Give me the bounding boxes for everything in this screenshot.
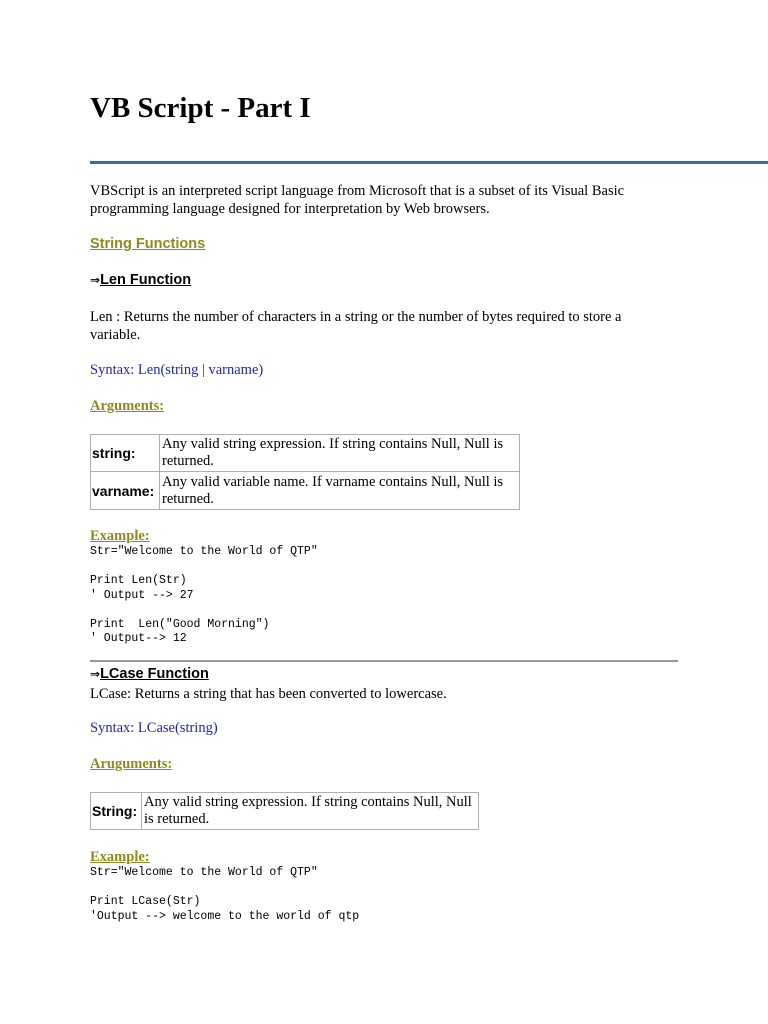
- len-function-title: Len Function: [100, 272, 192, 288]
- lcase-description: LCase: Returns a string that has been converted to lowercase.: [90, 686, 447, 702]
- lcase-arguments-label: Aruguments:: [90, 756, 173, 772]
- lcase-example-code: Str="Welcome to the World of QTP" Print LCase(Str) 'Output --> welcome to the world of qtp: [90, 866, 360, 923]
- len-syntax: Syntax: Len(string | varname): [90, 362, 264, 378]
- page-title: VB Script - Part I: [90, 92, 311, 124]
- section-heading-string-functions[interactable]: String Functions: [90, 236, 206, 252]
- len-example-label: Example:: [90, 528, 150, 544]
- len-arguments-table: [90, 434, 520, 510]
- table-row: [91, 793, 479, 830]
- len-function-heading: [90, 272, 191, 288]
- len-example-code: Str="Welcome to the World of QTP" Print Len(Str) ' Output --> 27 Print Len("Good Morning") ' Output--> 12: [90, 545, 318, 645]
- argument-name: varname:: [91, 472, 160, 510]
- argument-description: Any valid string expression. If string contains Null, Null is returned.: [160, 435, 520, 472]
- argument-name: string:: [91, 435, 160, 472]
- lcase-function-heading: [90, 666, 209, 682]
- lcase-arguments-table: [90, 792, 479, 830]
- title-divider: [90, 161, 768, 164]
- intro-paragraph: VBScript is an interpreted script language from Microsoft that is a subset of its Visual Basic programming language designed for interpretation by Web browsers.: [90, 183, 625, 217]
- argument-description: Any valid string expression. If string contains Null, Null is returned.: [142, 793, 479, 830]
- arrow-right-icon: ⇒: [90, 273, 101, 287]
- lcase-function-title: LCase Function: [100, 666, 209, 682]
- table-row: [91, 435, 520, 472]
- arrow-right-icon: ⇒: [90, 667, 101, 681]
- len-description: Len : Returns the number of characters in a string or the number of bytes required to store a variable.: [90, 309, 622, 343]
- section-divider: [90, 660, 678, 662]
- argument-name: String:: [91, 793, 142, 830]
- len-arguments-label: Arguments:: [90, 398, 165, 414]
- argument-description: Any valid variable name. If varname contains Null, Null is returned.: [160, 472, 520, 510]
- table-row: [91, 472, 520, 510]
- lcase-syntax: Syntax: LCase(string): [90, 720, 218, 736]
- lcase-example-label: Example:: [90, 849, 150, 865]
